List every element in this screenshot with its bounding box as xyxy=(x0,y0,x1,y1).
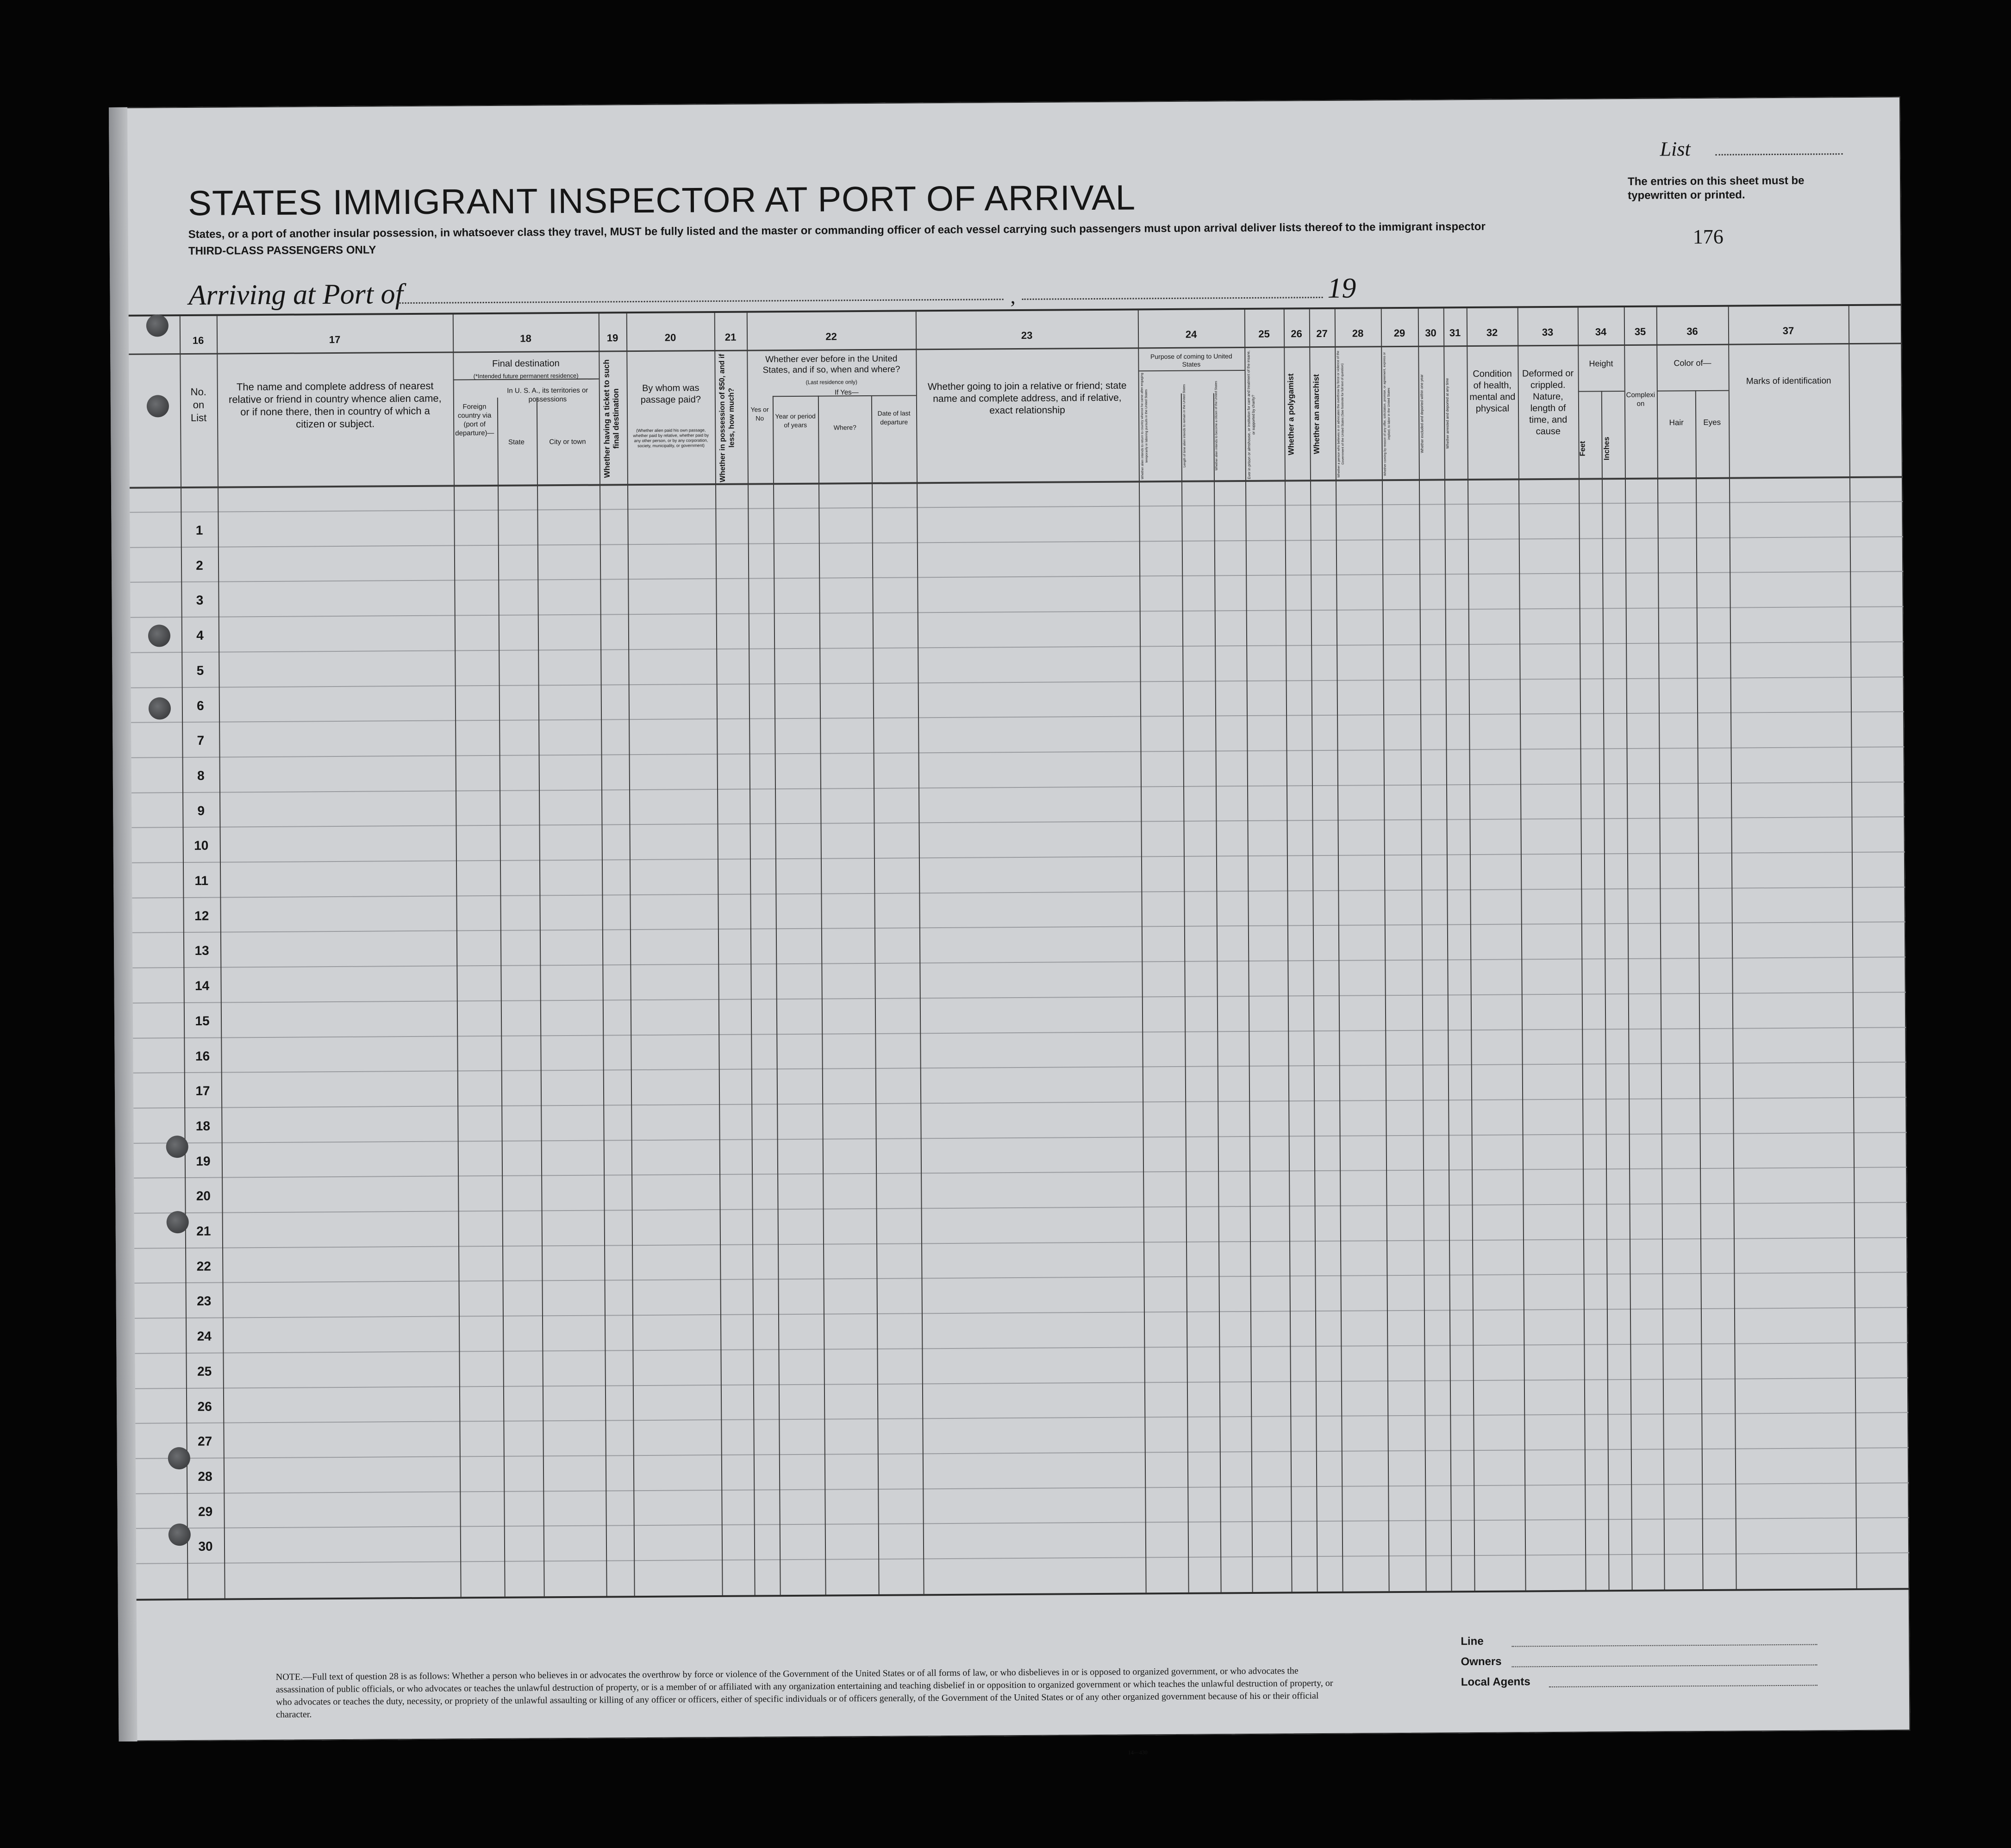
header-years: Year or period of years xyxy=(775,412,816,429)
column-rule xyxy=(1578,308,1586,1590)
column-rule xyxy=(1601,391,1610,1590)
row-line xyxy=(132,851,1905,863)
form-number: 14—430 xyxy=(1128,1749,1148,1756)
header-passage-paid-note: (Whether alien paid his own passage, whether paid by relative, whether paid by any other person, or by any corporation, society, municipality, or government) xyxy=(633,428,709,449)
colnum-23: 23 xyxy=(1021,329,1033,341)
row-number: 28 xyxy=(198,1469,212,1484)
header-complexion: Complexion xyxy=(1626,391,1655,408)
header-inches: Inches xyxy=(1603,437,1611,461)
header-join-relative: Whether going to join a relative or friend; state name and complete address, and if relative, exact relationship xyxy=(927,380,1127,416)
column-rule xyxy=(714,313,723,1595)
header-last-residence: (Last residence only) xyxy=(806,379,857,386)
column-rule xyxy=(453,314,462,1597)
entries-note: The entries on this sheet must be typewritten or printed. xyxy=(1627,174,1805,202)
row-number: 8 xyxy=(197,768,205,783)
row-line xyxy=(131,676,1904,688)
row-number: 30 xyxy=(198,1539,213,1554)
row-number: 29 xyxy=(198,1504,213,1519)
column-rule xyxy=(1443,308,1452,1591)
colnum-16: 16 xyxy=(192,334,204,346)
subheader-rule xyxy=(1578,391,1624,392)
header-city-or-town: City or town xyxy=(549,437,586,446)
column-rule xyxy=(916,312,924,1594)
header-purpose-return: Whether alien intends to return to country whence he came after engaging temporarily in laboring pursuits in the United States xyxy=(1140,373,1149,480)
column-rule xyxy=(1849,306,1857,1588)
colnum-29: 29 xyxy=(1393,327,1405,339)
header-where: Where? xyxy=(833,424,856,431)
row-number: 9 xyxy=(197,803,205,818)
header-purpose-citizen: Whether alien intends to become a citizen of the United States xyxy=(1214,381,1218,471)
header-height: Height xyxy=(1589,359,1613,368)
column-rule xyxy=(1244,310,1253,1592)
row-line xyxy=(131,817,1905,828)
header-last-departure: Date of last departure xyxy=(877,409,911,426)
column-rule xyxy=(1728,307,1737,1589)
column-rule xyxy=(871,395,880,1594)
row-line xyxy=(134,1202,1907,1213)
line-field[interactable] xyxy=(1511,1644,1817,1647)
subheader-rule xyxy=(1138,370,1245,371)
row-number: 1 xyxy=(195,523,203,537)
colnum-26: 26 xyxy=(1291,328,1302,340)
column-rule xyxy=(1335,309,1343,1592)
punch-hole xyxy=(147,395,169,417)
row-line xyxy=(135,1377,1908,1389)
colnum-34: 34 xyxy=(1595,326,1607,338)
header-ever-before: Whether ever before in the United States, and if so, when and where? xyxy=(762,354,900,375)
header-hair: Hair xyxy=(1669,418,1684,427)
row-number: 16 xyxy=(195,1049,210,1063)
colnum-22: 22 xyxy=(825,331,837,343)
row-line xyxy=(132,922,1905,933)
row-number: 19 xyxy=(196,1154,211,1168)
column-rule xyxy=(497,398,506,1597)
colnum-18: 18 xyxy=(520,332,531,344)
column-rule xyxy=(1624,307,1633,1590)
header-bottom-rule xyxy=(130,476,1903,488)
column-rule xyxy=(1418,309,1427,1591)
row-line xyxy=(131,712,1904,723)
row-number: 25 xyxy=(197,1364,212,1379)
row-line xyxy=(133,992,1906,1003)
row-number: 17 xyxy=(195,1083,210,1099)
column-rule xyxy=(1309,309,1318,1592)
row-number: 4 xyxy=(196,628,204,643)
punch-hole xyxy=(166,1136,188,1158)
list-number-field[interactable] xyxy=(1716,153,1843,156)
column-rule xyxy=(626,313,635,1596)
row-line xyxy=(133,1062,1906,1074)
column-rule xyxy=(747,313,756,1595)
row-line xyxy=(136,1482,1909,1494)
class-note: THIRD-CLASS PASSENGERS ONLY xyxy=(188,243,376,257)
header-in-usa: In U. S. A., its territories or possessions xyxy=(507,386,588,404)
colnum-33: 33 xyxy=(1542,326,1554,338)
row-line xyxy=(132,956,1905,968)
row-number: 18 xyxy=(195,1118,211,1133)
column-rule xyxy=(599,314,607,1596)
column-rule xyxy=(1213,393,1222,1592)
row-line xyxy=(135,1272,1908,1284)
header-prison: Ever in prison or almshouse, or institution for care and treatment of the insane, or supported by charity? xyxy=(1246,350,1256,479)
column-rule xyxy=(1381,309,1390,1591)
header-final-destination: Final destination xyxy=(492,358,560,369)
year-prefix: 19 xyxy=(1327,272,1356,304)
row-line xyxy=(131,641,1904,653)
header-ticket: Whether having a ticket to such final destination xyxy=(602,359,621,478)
line-label: Line xyxy=(1461,1635,1484,1648)
page-subtitle: States, or a port of another insular possession, in whatsoever class they travel, MUST be fully listed and the master or commanding officer of each vessel carrying such passengers must upon arrival deliver lists thereof to the immigrant inspector xyxy=(188,220,1486,241)
colnum-31: 31 xyxy=(1449,327,1461,339)
list-label: List xyxy=(1660,137,1691,161)
colnum-28: 28 xyxy=(1352,327,1364,339)
colnum-35: 35 xyxy=(1634,325,1646,337)
colnum-24: 24 xyxy=(1185,328,1197,340)
header-nearest-relative: The name and complete address of nearest relative or friend in country whence alien came, or if none there, then in country of which a citizen or subject. xyxy=(228,380,442,430)
row-line xyxy=(134,1237,1907,1249)
row-line xyxy=(130,501,1903,512)
row-number: 27 xyxy=(197,1434,212,1449)
row-line xyxy=(131,606,1904,618)
row-line xyxy=(131,781,1905,793)
port-field[interactable] xyxy=(397,299,1004,304)
row-number: 3 xyxy=(196,593,204,608)
row-line xyxy=(136,1552,1909,1564)
colnum-32: 32 xyxy=(1486,326,1498,338)
punch-hole xyxy=(149,697,171,719)
row-line xyxy=(136,1447,1909,1459)
row-line xyxy=(132,887,1905,898)
row-number: 22 xyxy=(196,1259,211,1274)
row-line xyxy=(136,1517,1909,1529)
column-rule xyxy=(1656,307,1665,1590)
colnum-25: 25 xyxy=(1258,328,1270,340)
row-number: 13 xyxy=(194,943,209,958)
row-number: 20 xyxy=(196,1188,211,1204)
header-purpose: Purpose of coming to United States xyxy=(1150,352,1232,368)
row-number: 10 xyxy=(194,838,209,853)
comma-separator: , xyxy=(1010,285,1016,308)
row-line xyxy=(134,1167,1907,1179)
row-line xyxy=(135,1412,1908,1423)
column-rule xyxy=(1284,309,1293,1592)
column-rule xyxy=(537,397,545,1596)
header-excluded: Whether excluded and deported within one year xyxy=(1419,374,1424,453)
colnum-37: 37 xyxy=(1782,325,1794,337)
column-rule xyxy=(818,396,826,1595)
row-number: 2 xyxy=(196,558,203,573)
header-color-of: Color of— xyxy=(1674,358,1711,368)
row-number: 24 xyxy=(197,1329,212,1343)
manifest-sheet xyxy=(109,96,1910,1756)
column-rule xyxy=(1518,308,1526,1590)
row-number: 5 xyxy=(196,663,204,678)
colnum-30: 30 xyxy=(1425,327,1436,339)
header-deformed: Deformed or crippled. Nature, length of time, and cause xyxy=(1522,368,1574,437)
arriving-label: Arriving at Port of xyxy=(188,278,403,311)
row-line xyxy=(133,1027,1906,1038)
colnum-19: 19 xyxy=(606,332,618,344)
punch-hole xyxy=(146,314,169,337)
header-fifty-dollars: Whether in possession of $50, and if less, how much? xyxy=(718,354,736,482)
row-line xyxy=(133,1097,1906,1108)
header-anarchist: Whether an anarchist xyxy=(1312,374,1321,455)
row-number: 12 xyxy=(194,908,209,923)
row-line xyxy=(130,536,1903,548)
header-condition-health: Condition of health, mental and physical xyxy=(1469,368,1516,414)
header-feet: Feet xyxy=(1579,441,1587,457)
row-number: 21 xyxy=(196,1224,211,1238)
owners-field[interactable] xyxy=(1512,1665,1817,1667)
header-eyes: Eyes xyxy=(1703,418,1721,427)
subheader-rule xyxy=(1657,390,1729,392)
row-number: 23 xyxy=(197,1294,212,1309)
header-no-on-list: No. on List xyxy=(190,386,207,424)
row-number: 7 xyxy=(197,733,205,748)
sheet-number: 176 xyxy=(1692,225,1724,249)
manifest-table xyxy=(129,304,1910,1600)
header-final-destination-note: (*Intended future permanent residence) xyxy=(473,372,579,380)
header-offer-labor: Whether coming by reason of any offer, solicitation, promise, or agreement, express or implied, to labor in the United States xyxy=(1383,352,1391,476)
row-line xyxy=(135,1342,1908,1354)
column-rule xyxy=(1181,393,1189,1592)
column-rule xyxy=(1138,310,1147,1592)
footer-note: NOTE.—Full text of question 28 is as follows: Whether a person who believes in or advocates the overthrow by force or violence of the Government of the United States or of all forms of law, or who disbelieves in or is opposed to organized government, or who advocates the assassination of public officials, or who advocates or teaches the unlawful destruction of property, or is a member of or affiliated with any organization entertaining and teaching disbelief in or opposition to organized government or which teaches the unlawful destruction of property, or who advocates or teaches the duty, necessity, or propriety of the unlawful assaulting or killing of any officer or officers, either of specific individuals or of officers generally, of the Government of the United States or of any other organized government because of his or their official character. xyxy=(275,1666,1333,1720)
column-rule xyxy=(773,396,781,1595)
header-marks: Marks of identification xyxy=(1746,376,1831,387)
row-number: 6 xyxy=(197,698,204,713)
punch-hole xyxy=(167,1211,189,1233)
header-polygamist: Whether a polygamist xyxy=(1286,374,1296,456)
row-line xyxy=(130,571,1903,583)
header-arrested: Whether arrested and deported at any time xyxy=(1445,378,1450,449)
colnum-21: 21 xyxy=(724,331,737,343)
punch-hole xyxy=(168,1447,190,1469)
header-yes-or-no: Yes or No xyxy=(750,406,769,422)
date-field[interactable] xyxy=(1022,297,1323,300)
colnum-20: 20 xyxy=(664,331,676,343)
header-foreign-country: Foreign country via (port of departure)— xyxy=(455,403,494,437)
row-number: 26 xyxy=(197,1399,212,1414)
local-agents-field[interactable] xyxy=(1549,1685,1817,1688)
local-agents-label: Local Agents xyxy=(1461,1675,1530,1689)
header-overthrow: Whether a person who believes in or advocates the overthrow by force or violence of the Government of the United States (See footnote for full text of question) xyxy=(1337,350,1345,478)
colnum-36: 36 xyxy=(1686,325,1698,337)
punch-hole xyxy=(169,1523,191,1546)
row-number: 14 xyxy=(194,978,210,993)
column-rule xyxy=(1695,390,1704,1589)
punch-hole xyxy=(148,624,170,647)
row-number: 15 xyxy=(195,1013,210,1028)
owners-label: Owners xyxy=(1461,1655,1502,1668)
colnum-27: 27 xyxy=(1316,327,1328,340)
header-purpose-length: Length of time alien intends to remain in the United States xyxy=(1182,384,1187,468)
row-line xyxy=(134,1132,1907,1143)
row-line xyxy=(131,746,1905,758)
row-line xyxy=(135,1307,1908,1318)
column-rule xyxy=(1467,308,1475,1591)
colnum-17: 17 xyxy=(329,333,341,346)
header-passage-paid: By whom was passage paid? xyxy=(640,383,701,405)
row-number: 11 xyxy=(194,873,209,888)
page-title: STATES IMMIGRANT INSPECTOR AT PORT OF ARRIVAL xyxy=(188,178,1136,223)
header-state: State xyxy=(508,438,525,446)
header-if-yes: If Yes— xyxy=(834,388,859,397)
